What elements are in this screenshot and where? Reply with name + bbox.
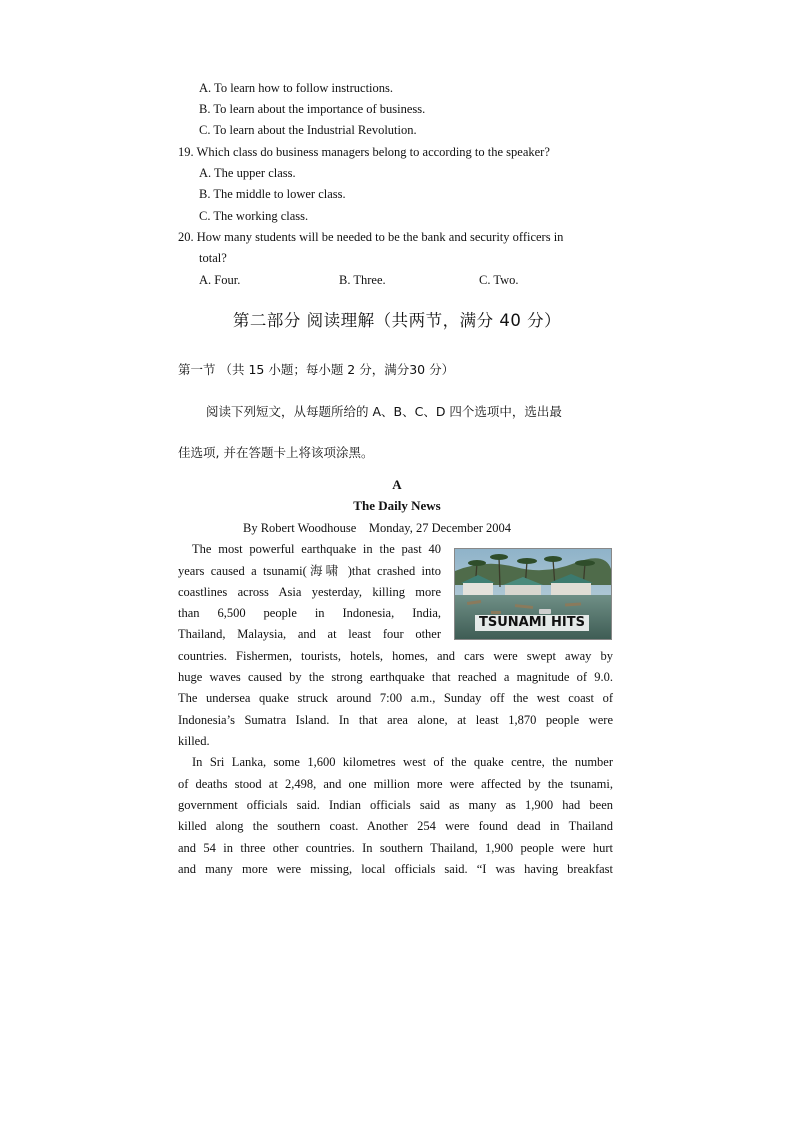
passage-line: The most powerful earthquake in the past 40	[192, 542, 441, 556]
q20-option-b: B. Three.	[339, 273, 386, 287]
passage-line: of deaths stood at 2,498, and one million more were affected by the tsunami,	[178, 777, 613, 791]
q20-question-cont: total?	[199, 251, 227, 265]
passage-line: Indonesia’s Sumatra Island. In that area alone, at least 1,870 people were	[178, 713, 613, 727]
passage-line: countries. Fishermen, tourists, hotels, homes, and cars were swept away by	[178, 649, 613, 663]
section1-heading: 第一节 （共 15 小题；每小题 2 分，满分30 分）	[178, 362, 455, 377]
part2-heading: 第二部分 阅读理解（共两节，满分 40 分）	[232, 311, 562, 330]
passage-line: and many more were missing, local officials said. “I was having breakfast	[178, 862, 613, 876]
q19-option-c: C. The working class.	[199, 209, 309, 223]
q20-question: 20. How many students will be needed to be the bank and security officers in	[178, 230, 564, 244]
q19-option-b: B. The middle to lower class.	[199, 187, 346, 201]
tsunami-photo	[454, 548, 612, 640]
q19-option-a: A. The upper class.	[199, 166, 296, 180]
photo-caption: TSUNAMI HITS	[475, 615, 589, 631]
passage-line: In Sri Lanka, some 1,600 kilometres west of the quake centre, the number	[192, 755, 613, 769]
passage-line: Thailand, Malaysia, and at least four other	[178, 627, 441, 641]
passage-line: years caused a tsunami(海啸 )that crashed into	[178, 564, 441, 578]
instructions-line1: 阅读下列短文，从每题所给的 A、B、C、D 四个选项中，选出最	[206, 404, 562, 419]
passage-line: The undersea quake struck around 7:00 a.m., Sunday off the west coast of	[178, 691, 613, 705]
passage-title: The Daily News	[353, 498, 441, 513]
q18-option-c: C. To learn about the Industrial Revolution.	[199, 123, 417, 137]
q20-option-a: A. Four.	[199, 273, 241, 287]
passage-label: A	[392, 477, 402, 492]
passage-line: killed along the southern coast. Another 254 were found dead in Thailand	[178, 819, 613, 833]
passage-byline: By Robert Woodhouse Monday, 27 December 2004	[243, 521, 512, 535]
passage-line: huge waves caused by the strong earthquake that reached a magnitude of 9.0.	[178, 670, 613, 684]
q18-option-b: B. To learn about the importance of business.	[199, 102, 426, 116]
instructions-line2: 佳选项, 并在答题卡上将该项涂黑。	[178, 445, 374, 460]
q19-question: 19. Which class do business managers belong to according to the speaker?	[178, 145, 550, 159]
passage-line: than 6,500 people in Indonesia, India,	[178, 606, 441, 620]
passage-line: and 54 in three other countries. In southern Thailand, 1,900 people were hurt	[178, 841, 613, 855]
passage-line: coastlines across Asia yesterday, killing more	[178, 585, 441, 599]
q18-option-a: A. To learn how to follow instructions.	[199, 81, 394, 95]
passage-line: government officials said. Indian officials said as many as 1,900 had been	[178, 798, 613, 812]
q20-option-c: C. Two.	[479, 273, 519, 287]
passage-line: killed.	[178, 734, 210, 748]
